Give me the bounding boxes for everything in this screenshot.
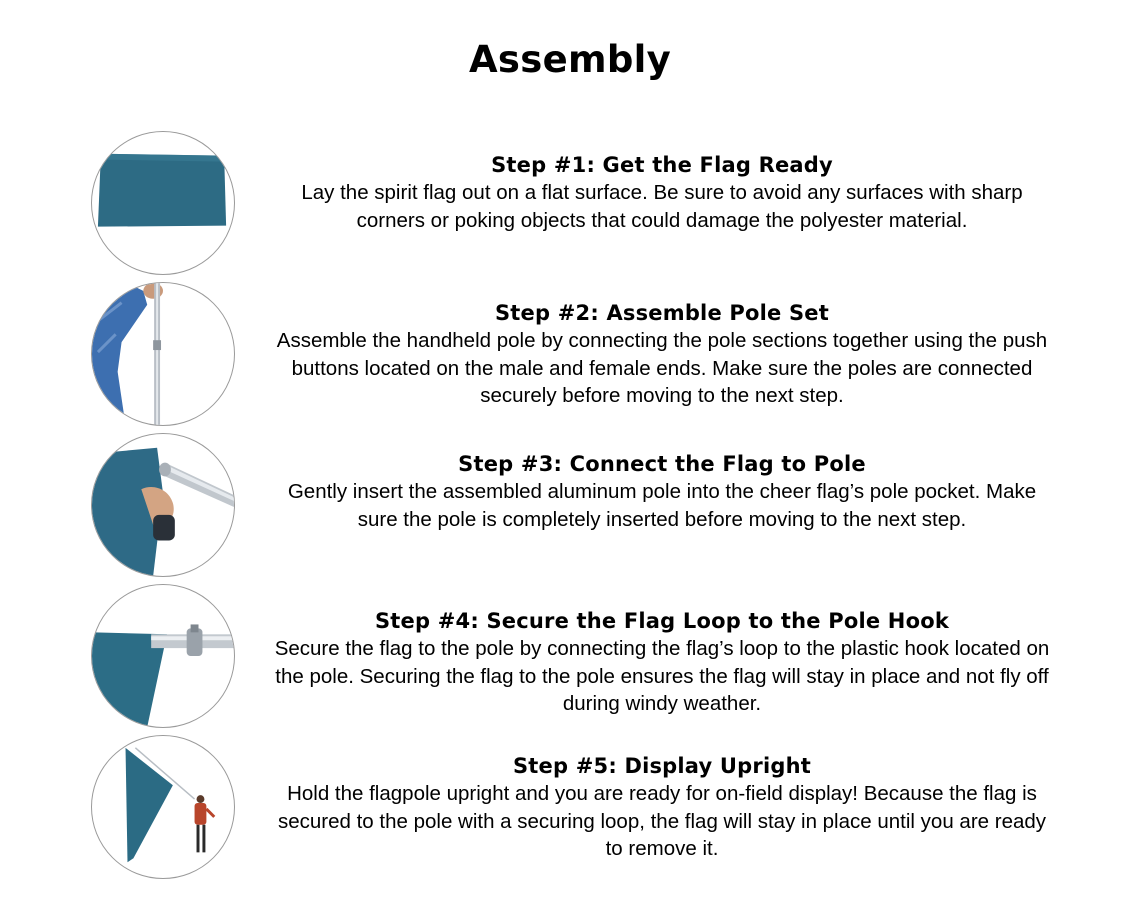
step-3-description: Gently insert the assembled aluminum pole into the cheer flag’s pole pocket. Make sure the pole is completely inserted before moving to the next step. [287,480,1037,531]
step-1-description: Lay the spirit flag out on a flat surface. Be sure to avoid any surfaces with sharp corners or poking objects that could damage the polyester material. [301,181,1023,232]
step-1 [262,151,1062,234]
step-2-description: Assemble the handheld pole by connecting the pole sections together using the push buttons located on the male and female ends. Make sure the poles are connected securely before moving to the next step. [276,329,1048,407]
step-4-description: Secure the flag to the pole by connecting the flag’s loop to the plastic hook located on the pole. Securing the flag to the pole ensures the flag will stay in place and not fly off during windy weather. [274,637,1050,715]
step-2-title: Step #2: Assemble Pole Set [494,301,829,325]
step-5-description: Hold the flagpole upright and you are ready for on-field display! Because the flag is secured to the pole with a securing loop, the flag will stay in place until you are ready to remove it. [277,782,1047,860]
step-4 [262,607,1062,718]
flag-loop-on-hook-image [91,584,235,728]
step-4-title: Step #4: Secure the Flag Loop to the Pole Hook [374,609,949,633]
page-title: Assembly [468,38,671,81]
step-3 [262,450,1062,533]
step-5-title: Step #5: Display Upright [512,754,811,778]
pole-assembly-image [91,282,235,426]
flag-laid-flat-image [91,131,235,275]
step-5 [262,752,1062,863]
pole-insert-into-pocket-image [91,433,235,577]
step-2 [262,299,1062,410]
step-1-title: Step #1: Get the Flag Ready [491,153,833,177]
person-holding-flag-image [91,735,235,879]
step-3-title: Step #3: Connect the Flag to Pole [458,452,866,476]
